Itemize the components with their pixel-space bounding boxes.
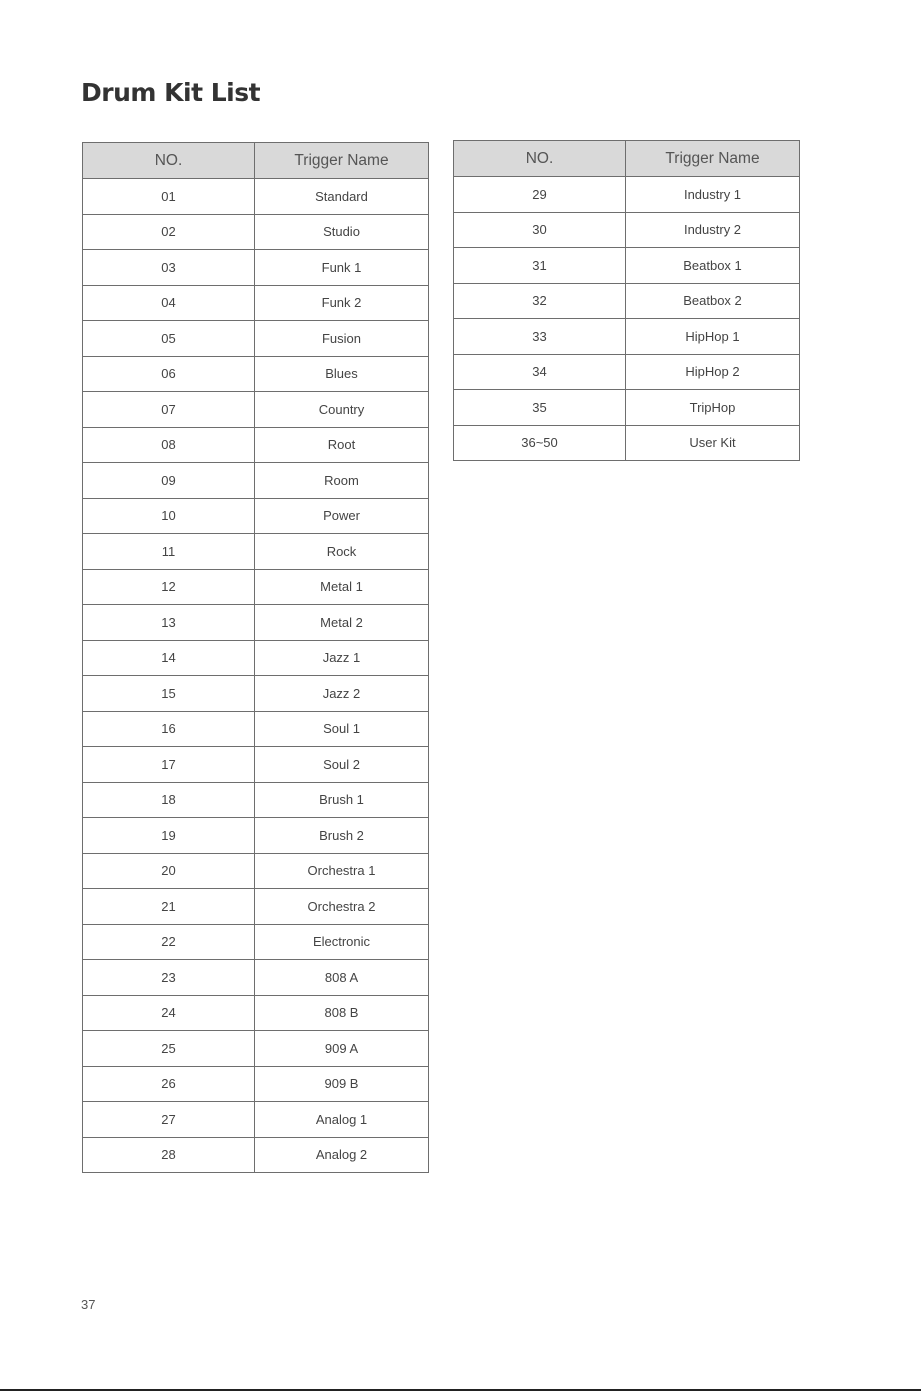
drum-kit-table-right: [453, 140, 800, 461]
table-row: [454, 425, 800, 461]
table-row: [83, 995, 429, 1031]
table-row: [83, 605, 429, 641]
kit-number-cell: 13: [83, 605, 255, 641]
kit-number-cell: 30: [454, 212, 626, 248]
kit-number-cell: 25: [83, 1031, 255, 1067]
table-row: [83, 818, 429, 854]
trigger-name-cell: Jazz 2: [255, 676, 429, 712]
trigger-name-cell: Industry 1: [626, 177, 800, 213]
kit-number-cell: 19: [83, 818, 255, 854]
kit-number-cell: 05: [83, 321, 255, 357]
kit-number-cell: 32: [454, 283, 626, 319]
trigger-name-cell: 909 B: [255, 1066, 429, 1102]
trigger-name-cell: Analog 1: [255, 1102, 429, 1138]
table-row: [83, 1031, 429, 1067]
trigger-name-cell: Soul 1: [255, 711, 429, 747]
trigger-name-cell: Soul 2: [255, 747, 429, 783]
trigger-name-cell: Analog 2: [255, 1137, 429, 1173]
drum-kit-table-left: [82, 142, 429, 1173]
table-row: [83, 569, 429, 605]
table-row: [454, 177, 800, 213]
table-row: [83, 1137, 429, 1173]
table-row: [83, 321, 429, 357]
table-row: [83, 747, 429, 783]
table-row: [83, 463, 429, 499]
table-row: [454, 212, 800, 248]
kit-number-cell: 17: [83, 747, 255, 783]
trigger-name-cell: Beatbox 1: [626, 248, 800, 284]
kit-number-cell: 36~50: [454, 425, 626, 461]
table-row: [83, 427, 429, 463]
table-row: [83, 250, 429, 286]
column-header-trigger-name: Trigger Name: [255, 143, 429, 179]
trigger-name-cell: Funk 1: [255, 250, 429, 286]
table-row: [83, 534, 429, 570]
trigger-name-cell: 808 B: [255, 995, 429, 1031]
kit-number-cell: 18: [83, 782, 255, 818]
trigger-name-cell: Beatbox 2: [626, 283, 800, 319]
trigger-name-cell: Electronic: [255, 924, 429, 960]
table-row: [454, 283, 800, 319]
kit-number-cell: 02: [83, 214, 255, 250]
trigger-name-cell: 909 A: [255, 1031, 429, 1067]
kit-number-cell: 07: [83, 392, 255, 428]
kit-number-cell: 14: [83, 640, 255, 676]
bottom-rule: [0, 1389, 921, 1391]
kit-number-cell: 16: [83, 711, 255, 747]
kit-number-cell: 29: [454, 177, 626, 213]
trigger-name-cell: HipHop 2: [626, 354, 800, 390]
table-row: [83, 356, 429, 392]
kit-number-cell: 22: [83, 924, 255, 960]
trigger-name-cell: TripHop: [626, 390, 800, 426]
table-row: [83, 392, 429, 428]
trigger-name-cell: Power: [255, 498, 429, 534]
table-row: [83, 640, 429, 676]
table-row: [454, 248, 800, 284]
table-row: [83, 179, 429, 215]
table-row: [83, 285, 429, 321]
kit-number-cell: 10: [83, 498, 255, 534]
table-header-row: [83, 143, 429, 179]
column-header-trigger-name: Trigger Name: [626, 141, 800, 177]
trigger-name-cell: Metal 2: [255, 605, 429, 641]
table-row: [83, 498, 429, 534]
table-header-row: [454, 141, 800, 177]
kit-number-cell: 20: [83, 853, 255, 889]
kit-number-cell: 27: [83, 1102, 255, 1138]
trigger-name-cell: Standard: [255, 179, 429, 215]
kit-number-cell: 31: [454, 248, 626, 284]
trigger-name-cell: Rock: [255, 534, 429, 570]
trigger-name-cell: Industry 2: [626, 212, 800, 248]
trigger-name-cell: Brush 2: [255, 818, 429, 854]
table-row: [83, 214, 429, 250]
trigger-name-cell: Orchestra 1: [255, 853, 429, 889]
trigger-name-cell: Country: [255, 392, 429, 428]
kit-number-cell: 09: [83, 463, 255, 499]
table-row: [83, 960, 429, 996]
column-header-no: NO.: [83, 143, 255, 179]
table-row: [454, 319, 800, 355]
kit-number-cell: 12: [83, 569, 255, 605]
trigger-name-cell: Jazz 1: [255, 640, 429, 676]
table-row: [454, 354, 800, 390]
table-row: [83, 1102, 429, 1138]
table-row: [83, 676, 429, 712]
trigger-name-cell: Studio: [255, 214, 429, 250]
kit-number-cell: 34: [454, 354, 626, 390]
table-row: [83, 889, 429, 925]
kit-number-cell: 08: [83, 427, 255, 463]
page-title: Drum Kit List: [81, 78, 261, 107]
trigger-name-cell: Root: [255, 427, 429, 463]
trigger-name-cell: 808 A: [255, 960, 429, 996]
kit-number-cell: 24: [83, 995, 255, 1031]
trigger-name-cell: HipHop 1: [626, 319, 800, 355]
kit-number-cell: 28: [83, 1137, 255, 1173]
kit-number-cell: 21: [83, 889, 255, 925]
trigger-name-cell: Blues: [255, 356, 429, 392]
kit-number-cell: 06: [83, 356, 255, 392]
kit-number-cell: 26: [83, 1066, 255, 1102]
table-row: [83, 711, 429, 747]
table-body-left: [83, 179, 429, 1173]
kit-number-cell: 15: [83, 676, 255, 712]
table-row: [83, 1066, 429, 1102]
trigger-name-cell: Brush 1: [255, 782, 429, 818]
table-row: [83, 853, 429, 889]
kit-number-cell: 23: [83, 960, 255, 996]
kit-number-cell: 11: [83, 534, 255, 570]
kit-number-cell: 01: [83, 179, 255, 215]
kit-number-cell: 33: [454, 319, 626, 355]
column-header-no: NO.: [454, 141, 626, 177]
kit-number-cell: 04: [83, 285, 255, 321]
trigger-name-cell: Orchestra 2: [255, 889, 429, 925]
page-number: 37: [81, 1297, 96, 1312]
trigger-name-cell: Room: [255, 463, 429, 499]
kit-number-cell: 35: [454, 390, 626, 426]
table-body-right: [454, 177, 800, 461]
kit-number-cell: 03: [83, 250, 255, 286]
trigger-name-cell: Fusion: [255, 321, 429, 357]
trigger-name-cell: Funk 2: [255, 285, 429, 321]
table-row: [83, 782, 429, 818]
table-row: [454, 390, 800, 426]
trigger-name-cell: User Kit: [626, 425, 800, 461]
table-row: [83, 924, 429, 960]
trigger-name-cell: Metal 1: [255, 569, 429, 605]
